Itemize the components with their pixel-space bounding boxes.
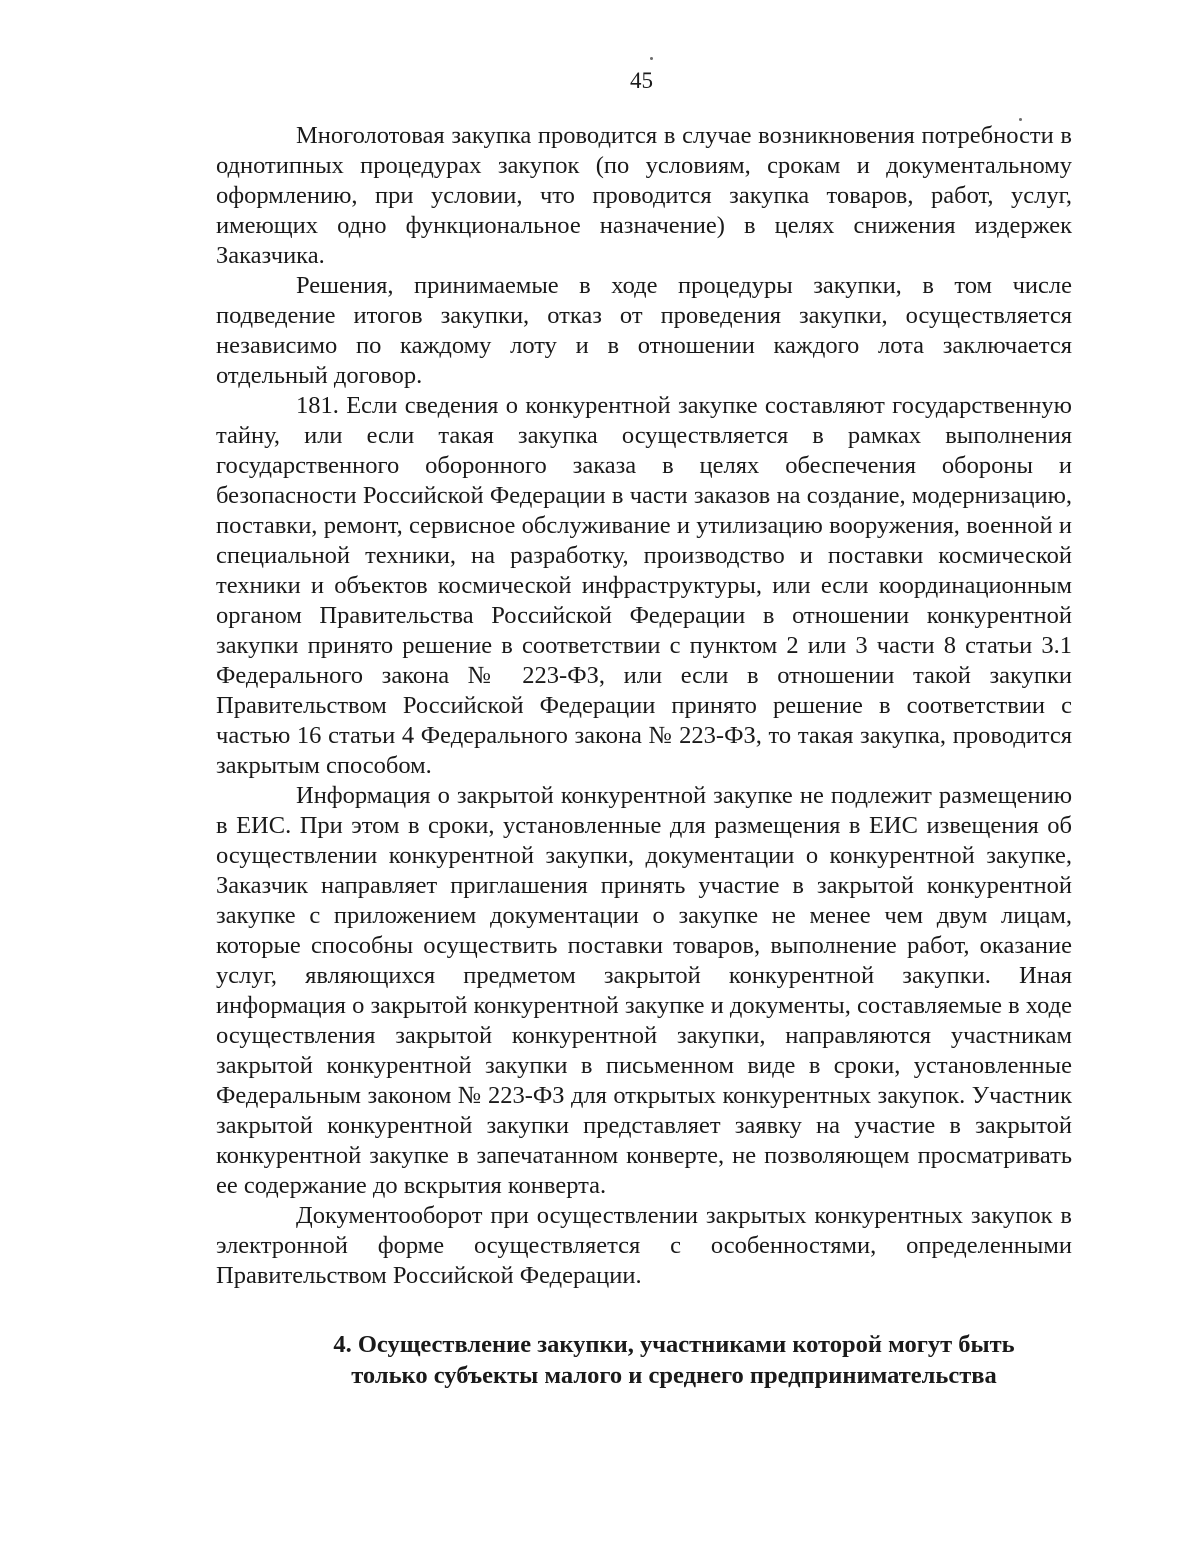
body-text [216,121,1072,1291]
paragraph: Многолотовая закупка проводится в случае возникновения потребности в однотипных процедурах закупок (по условиям, срокам и документальному оформлению, при условии, что проводится закупка товаров, работ, услуг, имеющих одно функциональное назначение) в целях снижения издержек Заказчика. [216,122,1072,269]
section-heading-line: 4. Осуществление закупки, участниками которой могут быть [333,1331,1015,1358]
section-heading-line: только субъекты малого и среднего предпринимательства [351,1362,997,1389]
scan-dot [650,57,653,60]
page-number: 45 [630,68,653,93]
paragraph: Документооборот при осуществлении закрытых конкурентных закупок в электронной форме осуществляется с особенностями, определенными Правительством Российской Федерации. [216,1202,1072,1289]
section-heading [216,1329,1072,1391]
paragraph: 181. Если сведения о конкурентной закупке составляют государственную тайну, или если такая закупка осуществляется в рамках выполнения государственного оборонного заказа в целях обеспечения обороны и безопасности Российской Федерации в части заказов на создание, модернизацию, поставки, ремонт, сервисное обслуживание и утилизацию вооружения, военной и специальной техники, на разработку, производство и поставки космической техники и объектов космической инфраструктуры, или если координационным органом Правительства Российской Федерации в отношении конкурентной закупки принято решение в соответствии с пунктом 2 или 3 части 8 статьи 3.1 Федерального закона № 223-ФЗ, или если в отношении такой закупки Правительством Российской Федерации принято решение в соответствии с частью 16 статьи 4 Федерального закона № 223-ФЗ, то такая закупка, проводится закрытым способом. [216,392,1072,779]
paragraph: Решения, принимаемые в ходе процедуры закупки, в том числе подведение итогов закупки, отказ от проведения закупки, осуществляется независимо по каждому лоту и в отношении каждого лота заключается отдельный договор. [216,272,1072,389]
paragraph: Информация о закрытой конкурентной закупке не подлежит размещению в ЕИС. При этом в сроки, установленные для размещения в ЕИС извещения об осуществлении конкурентной закупки, документации о конкурентной закупке, Заказчик направляет приглашения принять участие в закрытой конкурентной закупке с приложением документации о закупке не менее чем двум лицам, которые способны осуществить поставки товаров, выполнение работ, оказание услуг, являющихся предметом закрытой конкурентной закупки. Иная информация о закрытой конкурентной закупке и документы, составляемые в ходе осуществления закрытой конкурентной закупки, направляются участникам закрытой конкурентной закупки в письменном виде в сроки, установленные Федеральным законом № 223-ФЗ для открытых конкурентных закупок. Участник закрытой конкурентной закупки представляет заявку на участие в закрытой конкурентной закупке в запечатанном конверте, не позволяющем просматривать ее содержание до вскрытия конверта. [216,782,1072,1199]
